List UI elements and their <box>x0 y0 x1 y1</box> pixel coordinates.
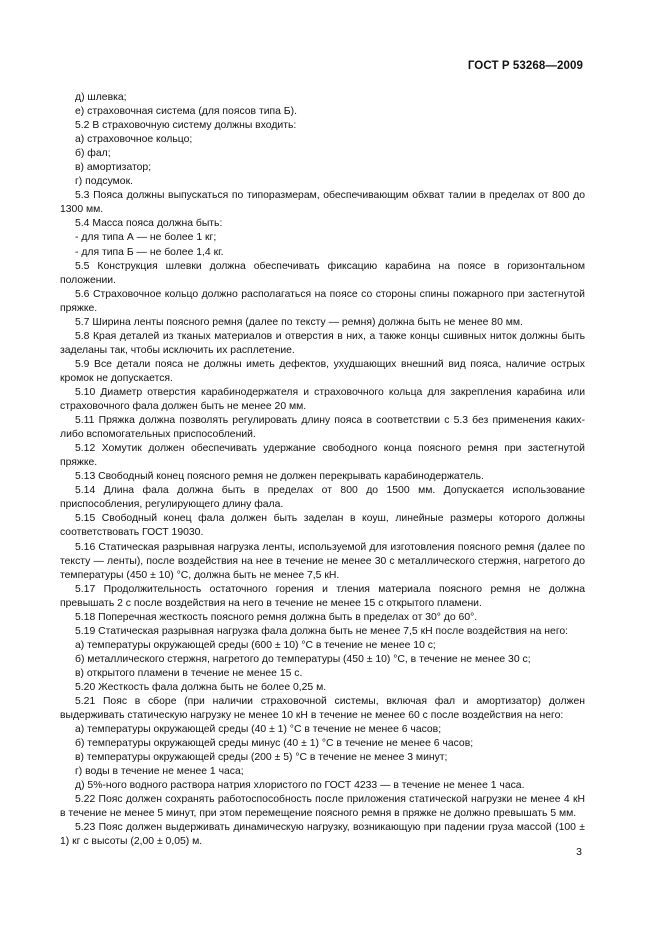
paragraph: г) воды в течение не менее 1 часа; <box>75 766 244 778</box>
paragraph: б) температуры окружающей среды минус (40 ± 1) °С в течение не менее 6 часов; <box>75 738 474 750</box>
paragraph: д) 5%-ного водного раствора натрия хлористого по ГОСТ 4233 — в течение не менее 1 часа. <box>75 780 525 792</box>
paragraph: 5.8 Края деталей из тканых материалов и отверстия в них, а также концы сшивных ниток должны быть заделаны так, чтобы исключить их расплетение. <box>60 330 585 356</box>
paragraph: 5.19 Статическая разрывная нагрузка фала должна быть не менее 7,5 кН после воздействия на него: <box>75 625 569 637</box>
paragraph: 5.10 Диаметр отверстия карабинодержателя и страховочного кольца для закрепления карабина или страховочного фала должен быть не менее 20 мм. <box>60 386 585 413</box>
paragraph: - для типа А — не более 1 кг; <box>75 232 217 244</box>
paragraph: б) фал; <box>75 148 111 160</box>
paragraph: 5.11 Пряжка должна позволять регулировать длину пояса в соответствии с 5.3 без применения каких-либо вспомогательных приспособлений. <box>60 415 585 441</box>
paragraph: 5.9 Все детали пояса не должны иметь дефектов, ухудшающих внешний вид пояса, наличие острых кромок не допускается. <box>60 358 585 384</box>
paragraph: 5.14 Длина фала должна быть в пределах от 800 до 1500 мм. Допускается использование приспособления, регулирующего длину фала. <box>60 485 585 511</box>
paragraph: 5.7 Ширина ленты поясного ремня (далее по тексту — ремня) должна быть не менее 80 мм. <box>75 316 523 328</box>
paragraph: 5.17 Продолжительность остаточного горения и тления материала поясного ремня не должна превышать 2 с после воздействия на него в течение не менее 15 с открытого пламени. <box>60 583 585 609</box>
paragraph: б) металлического стержня, нагретого до температуры (450 ± 10) °С, в течение не менее 30 с; <box>75 653 531 665</box>
paragraph: 5.18 Поперечная жесткость поясного ремня должна быть в пределах от 30° до 60°. <box>75 611 478 623</box>
paragraph: 5.12 Хомутик должен обеспечивать удержание свободного конца поясного ремня при застегнутой пряжке. <box>60 443 585 469</box>
paragraph: 5.6 Страховочное кольцо должно располагаться на поясе со стороны спины пожарного при застегнутой пряжке. <box>60 288 585 314</box>
paragraph: 5.21 Пояс в сборе (при наличии страховочной системы, включая фал и амортизатор) должен выдерживать статическую нагрузку не менее 10 кН в течение не менее 60 с после воздействия на него: <box>60 696 585 722</box>
paragraph: в) температуры окружающей среды (200 ± 5) °С в течение не менее 3 минут; <box>75 752 448 764</box>
paragraph: д) шлевка; <box>75 92 127 103</box>
paragraph: г) подсумок. <box>75 176 134 188</box>
paragraph: 5.13 Свободный конец поясного ремня не должен перекрывать карабинодержатель. <box>75 471 484 483</box>
paragraph: е) страховочная система (для поясов типа Б). <box>75 106 297 118</box>
paragraph: 5.2 В страховочную систему должны входить: <box>75 120 297 132</box>
paragraph: 5.20 Жесткость фала должна быть не более 0,25 м. <box>75 681 327 693</box>
paragraph: - для типа Б — не более 1,4 кг. <box>75 246 224 258</box>
paragraph: 5.5 Конструкция шлевки должна обеспечивать фиксацию карабина на поясе в горизонтальном положении. <box>60 260 585 286</box>
paragraph: а) температуры окружающей среды (600 ± 10) °С в течение не менее 10 с; <box>75 639 436 651</box>
document-standard-id: ГОСТ Р 53268—2009 <box>467 60 583 72</box>
paragraph: а) температуры окружающей среды (40 ± 1) °С в течение не менее 6 часов; <box>75 724 442 736</box>
paragraph: 5.3 Пояса должны выпускаться по типоразмерам, обеспечивающим обхват талии в пределах от 800 до 1300 мм. <box>60 190 585 216</box>
page-number: 3 <box>576 846 582 858</box>
document-body <box>60 91 585 850</box>
paragraph: 5.15 Свободный конец фала должен быть заделан в коуш, линейные размеры которого должны соответствовать ГОСТ 19030. <box>60 513 585 539</box>
paragraph: 5.16 Статическая разрывная нагрузка ленты, используемой для изготовления поясного ремня (далее по тексту — ленты), после воздействия на нее в течение не менее 30 с металлического стержня, нагретого до температуры (450 ± 10) °С, должна быть не менее 7,5 кН. <box>60 541 585 581</box>
paragraph: в) открытого пламени в течение не менее 15 с. <box>75 667 303 679</box>
paragraph: в) амортизатор; <box>75 162 152 174</box>
paragraph: 5.4 Масса пояса должна быть: <box>75 218 223 230</box>
paragraph: 5.22 Пояс должен сохранять работоспособность после приложения статической нагрузки не менее 4 кН в течение не менее 5 минут, при этом перемещение поясного ремня в пряжке не должно превышать 5 мм. <box>60 794 585 820</box>
paragraph: а) страховочное кольцо; <box>75 134 193 146</box>
paragraph: 5.23 Пояс должен выдерживать динамическую нагрузку, возникающую при падении груза массой (100 ± 1) кг с высоты (2,00 ± 0,05) м. <box>60 822 585 848</box>
